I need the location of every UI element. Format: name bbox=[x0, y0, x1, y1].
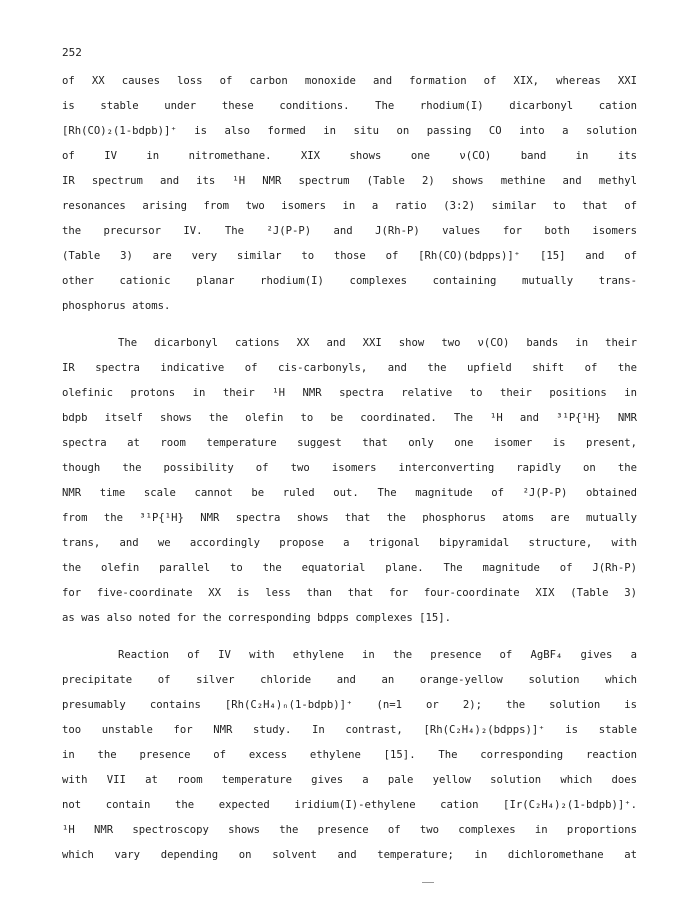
text-line: trans, and we accordingly propose a trigonal bipyramidal structure, with bbox=[62, 537, 637, 549]
text-line: too unstable for NMR study. In contrast, [Rh(C₂H₄)₂(bdpps)]⁺ is stable bbox=[62, 724, 637, 736]
text-line: the precursor IV. The ²J(P-P) and J(Rh-P) values for both isomers bbox=[62, 225, 637, 237]
text-line: though the possibility of two isomers interconverting rapidly on the bbox=[62, 462, 637, 474]
text-line: as was also noted for the corresponding bdpps complexes [15]. bbox=[62, 612, 452, 624]
text-line: spectra at room temperature suggest that only one isomer is present, bbox=[62, 437, 637, 449]
text-line: for five-coordinate XX is less than that for four-coordinate XIX (Table 3) bbox=[62, 587, 637, 599]
text-line: bdpb itself shows the olefin to be coordinated. The ¹H and ³¹P{¹H} NMR bbox=[62, 412, 637, 424]
text-line: is stable under these conditions. The rhodium(I) dicarbonyl cation bbox=[62, 100, 637, 112]
text-line: in the presence of excess ethylene [15]. The corresponding reaction bbox=[62, 749, 637, 761]
text-line: with VII at room temperature gives a pale yellow solution which does bbox=[62, 774, 637, 786]
text-line: ¹H NMR spectroscopy shows the presence of two complexes in proportions bbox=[62, 824, 637, 836]
page-number: 252 bbox=[62, 46, 82, 59]
text-line: of XX causes loss of carbon monoxide and formation of XIX, whereas XXI bbox=[62, 75, 637, 87]
text-line: precipitate of silver chloride and an orange-yellow solution which bbox=[62, 674, 637, 686]
text-line: Reaction of IV with ethylene in the presence of AgBF₄ gives a bbox=[118, 649, 637, 661]
text-line: not contain the expected iridium(I)-ethylene cation [Ir(C₂H₄)₂(1-bdpb)]⁺. bbox=[62, 799, 637, 811]
page-mark bbox=[422, 882, 434, 883]
text-line: [Rh(CO)₂(1-bdpb)]⁺ is also formed in situ on passing CO into a solution bbox=[62, 125, 637, 137]
text-line: other cationic planar rhodium(I) complexes containing mutually trans- bbox=[62, 275, 637, 287]
text-line: resonances arising from two isomers in a ratio (3:2) similar to that of bbox=[62, 200, 637, 212]
text-line: IR spectra indicative of cis-carbonyls, and the upfield shift of the bbox=[62, 362, 637, 374]
text-line: (Table 3) are very similar to those of [Rh(CO)(bdpps)]⁺ [15] and of bbox=[62, 250, 637, 262]
text-line: The dicarbonyl cations XX and XXI show two ν(CO) bands in their bbox=[118, 337, 637, 349]
text-line: which vary depending on solvent and temperature; in dichloromethane at bbox=[62, 849, 637, 861]
text-line: of IV in nitromethane. XIX shows one ν(CO) band in its bbox=[62, 150, 637, 162]
text-line: IR spectrum and its ¹H NMR spectrum (Table 2) shows methine and methyl bbox=[62, 175, 637, 187]
text-line: olefinic protons in their ¹H NMR spectra relative to their positions in bbox=[62, 387, 637, 399]
text-line: phosphorus atoms. bbox=[62, 300, 171, 312]
text-line: the olefin parallel to the equatorial plane. The magnitude of J(Rh-P) bbox=[62, 562, 637, 574]
text-line: NMR time scale cannot be ruled out. The magnitude of ²J(P-P) obtained bbox=[62, 487, 637, 499]
text-line: from the ³¹P{¹H} NMR spectra shows that the phosphorus atoms are mutually bbox=[62, 512, 637, 524]
text-line: presumably contains [Rh(C₂H₄)ₙ(1-bdpb)]⁺ (n=1 or 2); the solution is bbox=[62, 699, 637, 711]
